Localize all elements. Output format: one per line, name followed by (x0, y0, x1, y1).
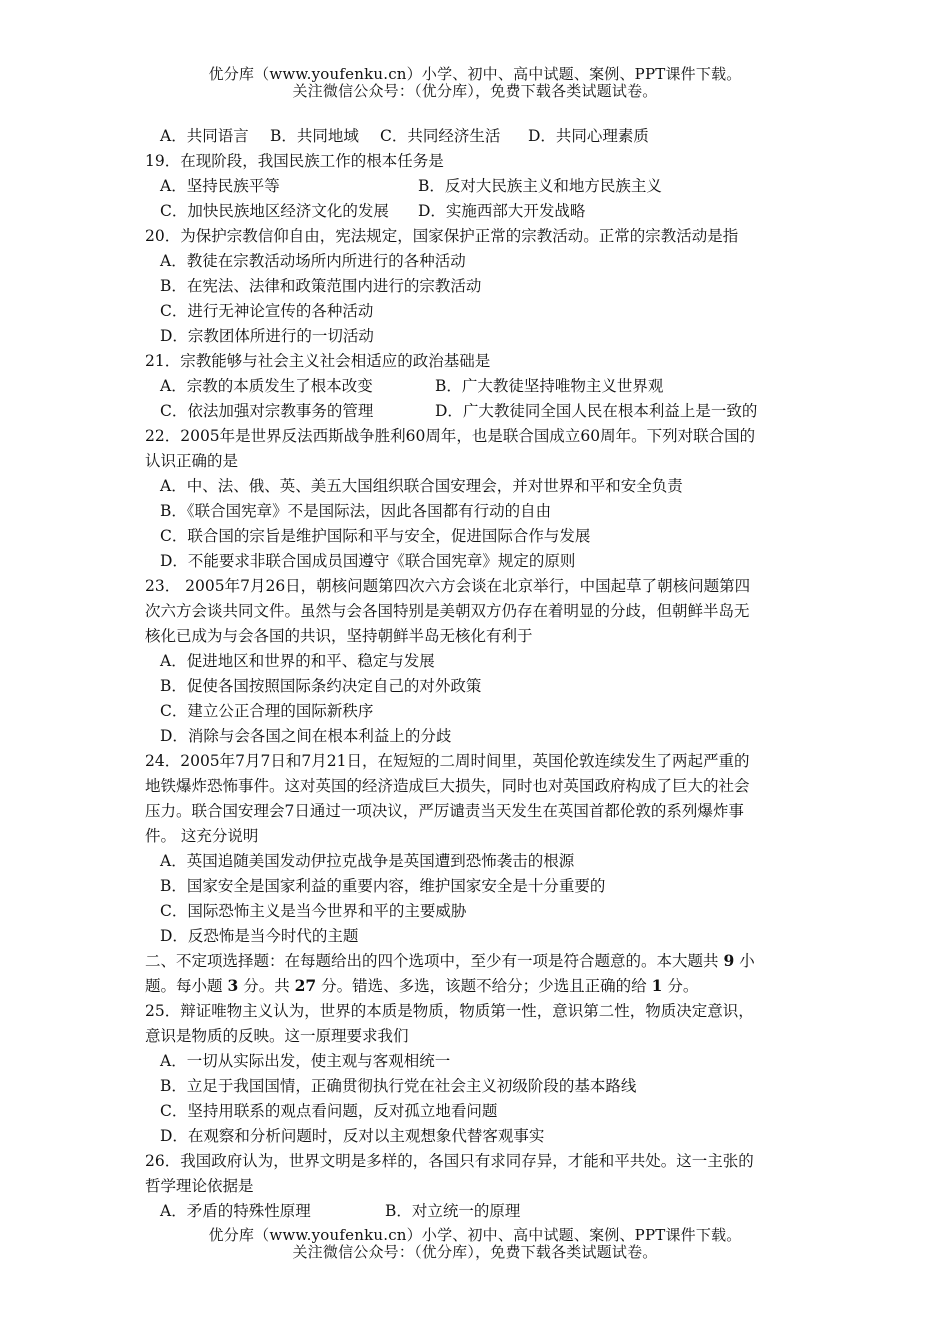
q22-option-c: C．联合国的宗旨是维护国际和平与安全，促进国际合作与发展 (160, 527, 591, 545)
q20-option-a: A．教徒在宗教活动场所内所进行的各种活动 (160, 252, 466, 270)
q21-option-b: B．广大教徒坚持唯物主义世界观 (435, 377, 664, 395)
q21-option-d: D．广大教徒同全国人民在根本利益上是一致的 (435, 402, 758, 420)
q19-option-b: B．反对大民族主义和地方民族主义 (418, 177, 662, 195)
q21-option-c: C．依法加强对宗教事务的管理 (160, 402, 374, 420)
q23-option-d: D．消除与会各国之间在根本利益上的分歧 (160, 727, 452, 745)
q21-stem: 21．宗教能够与社会主义社会相适应的政治基础是 (145, 352, 491, 370)
q24-option-c: C．国际恐怖主义是当今世界和平的主要威胁 (160, 902, 467, 920)
section2-instructions-line-1 (145, 951, 755, 971)
q18-options-row (160, 126, 249, 146)
q23-option-b: B．促使各国按照国际条约决定自己的对外政策 (160, 677, 482, 695)
header-line-1: 优分库（www.youfenku.cn）小学、初中、高中试题、案例、PPT课件下载。 (208, 65, 742, 83)
q19-stem: 19．在现阶段，我国民族工作的根本任务是 (145, 152, 444, 170)
q25-stem-line-1: 25．辩证唯物主义认为，世界的本质是物质，物质第一性，意识第二性，物质决定意识， (145, 1002, 754, 1020)
q24-stem-line-2: 地铁爆炸恐怖事件。这对英国的经济造成巨大损失，同时也对英国政府构成了巨大的社会 (145, 777, 750, 795)
footer-line-2: 关注微信公众号：（优分库），免费下载各类试题试卷。 (292, 1243, 658, 1261)
q20-option-b: B．在宪法、法律和政策范围内进行的宗教活动 (160, 277, 482, 295)
q22-option-d: D．不能要求非联合国成员国遵守《联合国宪章》规定的原则 (160, 552, 576, 570)
q26-stem-line-1: 26．我国政府认为，世界文明是多样的，各国只有求同存异，才能和平共处。这一主张的 (145, 1152, 754, 1170)
section2-points-total: 27 (294, 976, 317, 995)
q24-option-b: B．国家安全是国家利益的重要内容，维护国家安全是十分重要的 (160, 877, 606, 895)
q26-option-a: A．矛盾的特殊性原理 (160, 1202, 311, 1220)
section2-question-count: 9 (723, 951, 735, 970)
page-header (0, 66, 950, 100)
q23-stem-line-3: 核化已成为与会各国的共识，坚持朝鲜半岛无核化有利于 (145, 627, 533, 645)
q22-option-a: A．中、法、俄、英、美五大国组织联合国安理会，并对世界和平和安全负责 (160, 477, 683, 495)
q23-stem-line-1: 23． 2005年7月26日，朝核问题第四次六方会谈在北京举行，中国起草了朝核问题第四 (145, 577, 751, 595)
q19-option-a: A．坚持民族平等 (160, 177, 280, 195)
section2-points-each: 3 (227, 976, 239, 995)
q18-option-a: A．共同语言 (160, 127, 249, 145)
q22-stem-line-1: 22．2005年是世界反法西斯战争胜利60周年，也是联合国成立60周年。下列对联合国的 (145, 427, 756, 445)
q25-option-d: D．在观察和分析问题时，反对以主观想象代替客观事实 (160, 1127, 545, 1145)
q26-option-b: B．对立统一的原理 (385, 1202, 521, 1220)
section2-text-6: 分。 (667, 977, 699, 995)
section2-text-5: 分。错选、多选，该题不给分；少选且正确的给 (321, 977, 647, 995)
q24-stem-line-1: 24．2005年7月7日和7月21日，在短短的二周时间里，英国伦敦连续发生了两起严重的 (145, 752, 750, 770)
q22-option-b: B．《联合国宪章》不是国际法，因此各国都有行动的自由 (160, 502, 552, 520)
q22-stem-line-2: 认识正确的是 (145, 452, 239, 470)
q25-option-b: B．立足于我国国情，正确贯彻执行党在社会主义初级阶段的基本路线 (160, 1077, 637, 1095)
q25-option-a: A．一切从实际出发，使主观与客观相统一 (160, 1052, 451, 1070)
header-line-2: 关注微信公众号：（优分库），免费下载各类试题试卷。 (292, 82, 658, 100)
q23-option-c: C．建立公正合理的国际新秩序 (160, 702, 374, 720)
section2-text-4: 分。共 (243, 977, 290, 995)
q23-option-a: A．促进地区和世界的和平、稳定与发展 (160, 652, 435, 670)
section2-text-2: 小 (739, 952, 755, 970)
q24-stem-line-4: 件。 这充分说明 (145, 827, 259, 845)
q18-option-c: C．共同经济生活 (380, 127, 501, 145)
q18-option-d: D．共同心理素质 (528, 127, 649, 145)
q18-option-b: B．共同地域 (270, 127, 359, 145)
q24-option-a: A．英国追随美国发动伊拉克战争是英国遭到恐怖袭击的根源 (160, 852, 575, 870)
q20-stem: 20．为保护宗教信仰自由，宪法规定，国家保护正常的宗教活动。正常的宗教活动是指 (145, 227, 739, 245)
q23-stem-line-2: 次六方会谈共同文件。虽然与会各国特别是美朝双方仍存在着明显的分歧，但朝鲜半岛无 (145, 602, 750, 620)
q19-option-d: D．实施西部大开发战略 (418, 202, 586, 220)
section2-partial-points: 1 (651, 976, 663, 995)
q19-option-c: C．加快民族地区经济文化的发展 (160, 202, 389, 220)
q20-option-c: C．进行无神论宣传的各种活动 (160, 302, 374, 320)
section2-instructions-line-2 (145, 976, 698, 996)
page-footer (0, 1227, 950, 1261)
q24-option-d: D．反恐怖是当今时代的主题 (160, 927, 359, 945)
q26-stem-line-2: 哲学理论依据是 (145, 1177, 254, 1195)
section2-text-1: 二、不定项选择题：在每题给出的四个选项中，至少有一项是符合题意的。本大题共 (145, 952, 719, 970)
q21-option-a: A．宗教的本质发生了根本改变 (160, 377, 373, 395)
q24-stem-line-3: 压力。联合国安理会7日通过一项决议，严厉谴责当天发生在英国首都伦敦的系列爆炸事 (145, 802, 744, 820)
q20-option-d: D．宗教团体所进行的一切活动 (160, 327, 374, 345)
section2-text-3: 题。每小题 (145, 977, 223, 995)
q25-option-c: C．坚持用联系的观点看问题，反对孤立地看问题 (160, 1102, 498, 1120)
q25-stem-line-2: 意识是物质的反映。这一原理要求我们 (145, 1027, 409, 1045)
footer-line-1: 优分库（www.youfenku.cn）小学、初中、高中试题、案例、PPT课件下载。 (208, 1226, 742, 1244)
